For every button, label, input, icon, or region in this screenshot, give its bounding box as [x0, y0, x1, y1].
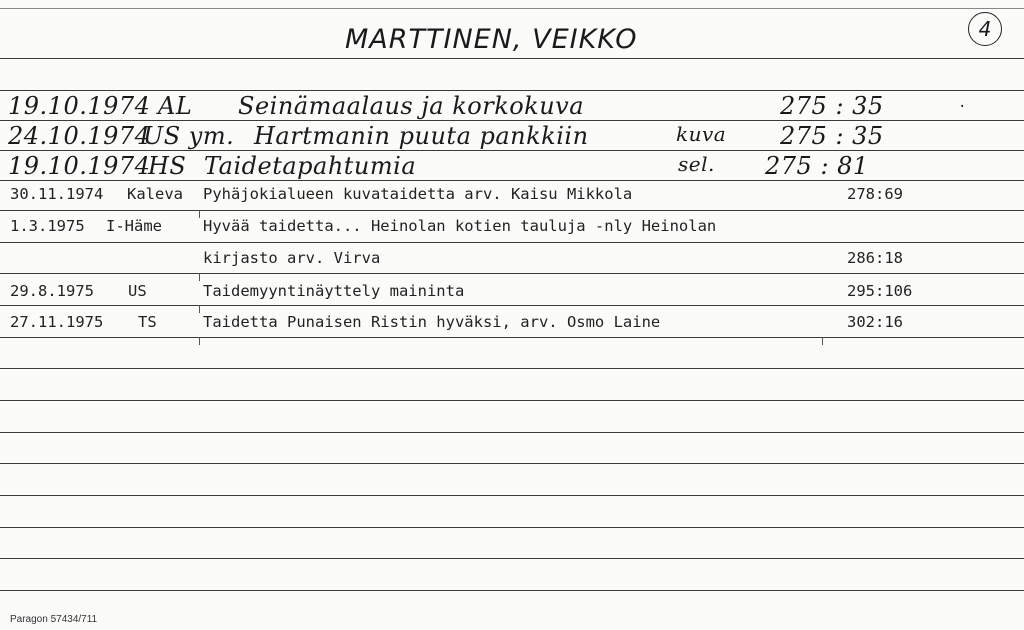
typed-text: Pyhäjokialueen kuvataidetta arv. Kaisu Mikkola [203, 185, 633, 203]
typed-source: Kaleva [127, 185, 183, 203]
ruled-line [0, 368, 1024, 369]
card-number-badge: 4 [968, 12, 1002, 46]
ruled-line [0, 90, 1024, 91]
ruled-line [0, 400, 1024, 401]
column-tick [822, 337, 823, 345]
ruled-line [0, 337, 1024, 338]
ruled-line [0, 305, 1024, 306]
printer-imprint: Paragon 57434/711 [10, 614, 98, 625]
column-tick [199, 210, 200, 218]
ruled-line [0, 150, 1024, 151]
typed-text: kirjasto arv. Virva [203, 249, 381, 267]
typed-date: 29.8.1975 [10, 282, 94, 300]
typed-date: 27.11.1975 [10, 313, 104, 331]
typed-date: 30.11.1974 [10, 185, 104, 203]
hand-title: Seinämaalaus ja korkokuva [238, 92, 585, 120]
ruled-line [0, 180, 1024, 181]
typed-source: TS [138, 313, 157, 331]
typed-ref: 278:69 [847, 185, 903, 203]
header-rule [0, 58, 1024, 59]
hand-ref: 275 : 35 [780, 92, 884, 120]
hand-note: kuva [676, 122, 727, 146]
hand-source: US ym. [143, 122, 235, 150]
hand-title: Taidetapahtumia [204, 152, 417, 180]
typed-text: Taidetta Punaisen Ristin hyväksi, arv. Osmo Laine [203, 313, 661, 331]
typed-text: Taidemyyntinäyttely maininta [203, 282, 465, 300]
ruled-line [0, 527, 1024, 528]
stray-dot: . [958, 95, 967, 111]
column-tick [199, 273, 200, 281]
hand-date: 24.10.1974 [8, 122, 151, 150]
typed-source: US [128, 282, 147, 300]
column-tick [199, 305, 200, 313]
ruled-line [0, 590, 1024, 591]
column-tick [199, 337, 200, 345]
hand-source: HS [148, 152, 187, 180]
typed-ref: 286:18 [847, 249, 903, 267]
typed-date: 1.3.1975 [10, 217, 85, 235]
hand-source: AL [158, 92, 193, 120]
ruled-line [0, 210, 1024, 211]
hand-note: sel. [678, 152, 715, 176]
hand-date: 19.10.1974 [8, 92, 151, 120]
hand-ref: 275 : 81 [765, 152, 869, 180]
typed-ref: 302:16 [847, 313, 903, 331]
ruled-line [0, 242, 1024, 243]
typed-text: Hyvää taidetta... Heinolan kotien tauluja -nly Heinolan [203, 217, 717, 235]
ruled-line [0, 463, 1024, 464]
hand-title: Hartmanin puuta pankkiin [254, 122, 589, 150]
ruled-line [0, 120, 1024, 121]
typed-source: I-Häme [106, 217, 162, 235]
ruled-line [0, 558, 1024, 559]
top-rule [0, 8, 1024, 9]
card-name: MARTTINEN, VEIKKO [345, 24, 638, 55]
ruled-line [0, 273, 1024, 274]
ruled-line [0, 432, 1024, 433]
hand-date: 19.10.1974 [8, 152, 151, 180]
ruled-line [0, 495, 1024, 496]
typed-ref: 295:106 [847, 282, 913, 300]
hand-ref: 275 : 35 [780, 122, 884, 150]
